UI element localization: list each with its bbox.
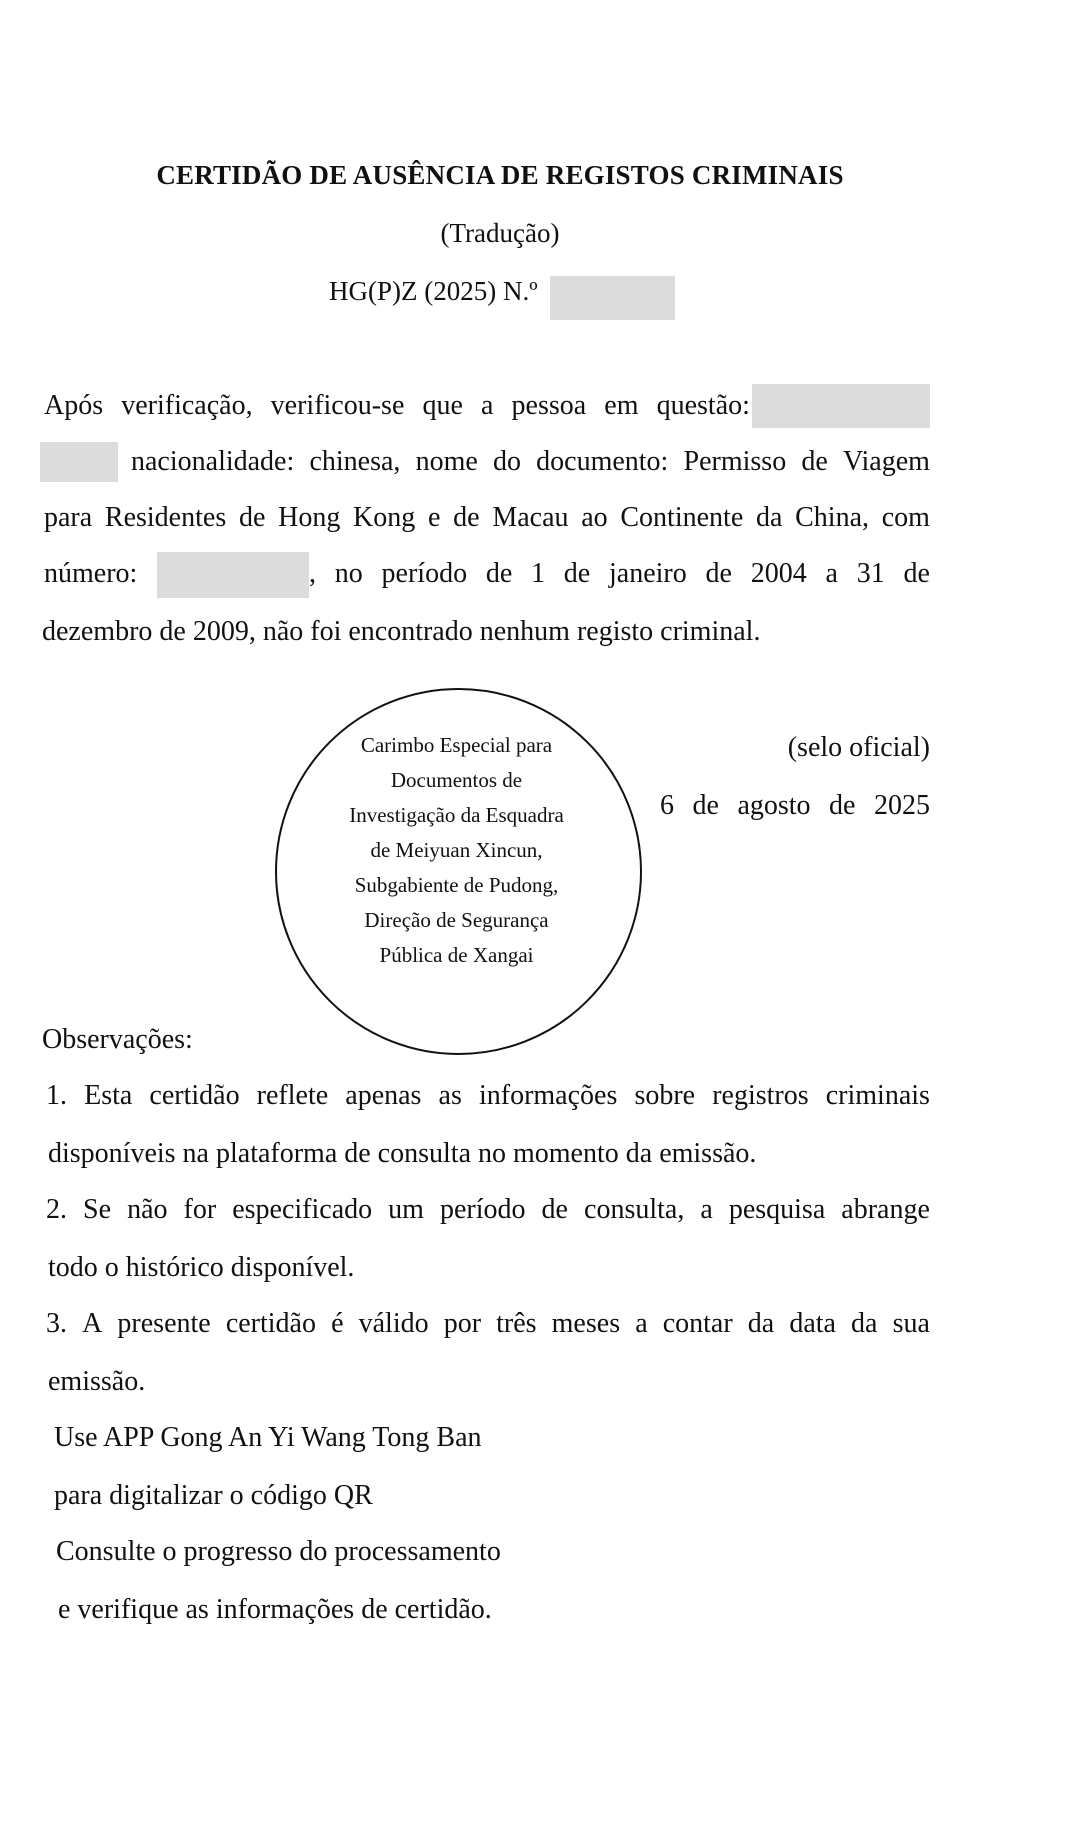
issue-date	[660, 790, 930, 822]
redacted-name-2	[40, 442, 118, 482]
seal-line: Investigação da Esquadra	[349, 803, 564, 827]
note-3-line-2: emissão.	[48, 1366, 146, 1397]
note-2-line-1	[46, 1194, 930, 1226]
note-1-line-1	[46, 1080, 930, 1112]
note-2-line-2: todo o histórico disponível.	[48, 1252, 355, 1283]
body-line-2-text: nacionalidade: chinesa, nome do documento: Permisso de Viagem	[131, 446, 930, 477]
redacted-name-1	[752, 384, 930, 428]
seal-line: Pública de Xangai	[379, 943, 534, 967]
body-line-4a: número:	[44, 558, 138, 589]
app-line-1: Use APP Gong An Yi Wang Tong Ban	[54, 1422, 482, 1453]
app-line-2: para digitalizar o código QR	[54, 1480, 373, 1511]
note-3-line-1	[46, 1308, 930, 1340]
body-line-3	[44, 502, 930, 534]
seal-line: Carimbo Especial para	[360, 733, 553, 757]
note-1-line-2: disponíveis na plataforma de consulta no momento da emissão.	[48, 1138, 757, 1169]
document-title: CERTIDÃO DE AUSÊNCIA DE REGISTOS CRIMINAIS	[156, 160, 844, 190]
note-text: 3. A presente certidão é válido por três meses a contar da data da sua	[46, 1308, 930, 1339]
redacted-document-number	[157, 552, 309, 598]
body-line-2	[131, 446, 930, 478]
note-text: 1. Esta certidão reflete apenas as informações sobre registros criminais	[46, 1080, 930, 1111]
body-line-4b-text: , no período de 1 de janeiro de 2004 a 31 de	[309, 558, 930, 589]
seal-line: Documentos de	[390, 768, 523, 792]
official-seal-label: (selo oficial)	[787, 732, 930, 763]
note-text: 2. Se não for especificado um período de consulta, a pesquisa abrange	[46, 1194, 930, 1225]
seal-line: Subgabiente de Pudong,	[354, 873, 559, 897]
issue-date-text: 6 de agosto de 2025	[660, 790, 930, 821]
document-subtitle: (Tradução)	[440, 218, 560, 248]
body-line-1-text: Após verificação, verificou-se que a pessoa em questão:	[44, 390, 750, 421]
redacted-doc-number	[550, 276, 675, 320]
body-line-3-text: para Residentes de Hong Kong e de Macau ao Continente da China, com	[44, 502, 930, 533]
body-line-4b	[309, 558, 930, 590]
official-seal-text	[300, 728, 613, 973]
seal-line: Direção de Segurança	[364, 908, 549, 932]
document-number: HG(P)Z (2025) N.º	[329, 276, 538, 306]
body-line-1	[44, 390, 750, 422]
notes-heading: Observações:	[42, 1024, 193, 1055]
seal-line: de Meiyuan Xincun,	[370, 838, 543, 862]
app-line-3: Consulte o progresso do processamento	[56, 1536, 501, 1567]
app-line-4: e verifique as informações de certidão.	[58, 1594, 492, 1625]
body-line-5: dezembro de 2009, não foi encontrado nenhum registo criminal.	[42, 616, 761, 647]
